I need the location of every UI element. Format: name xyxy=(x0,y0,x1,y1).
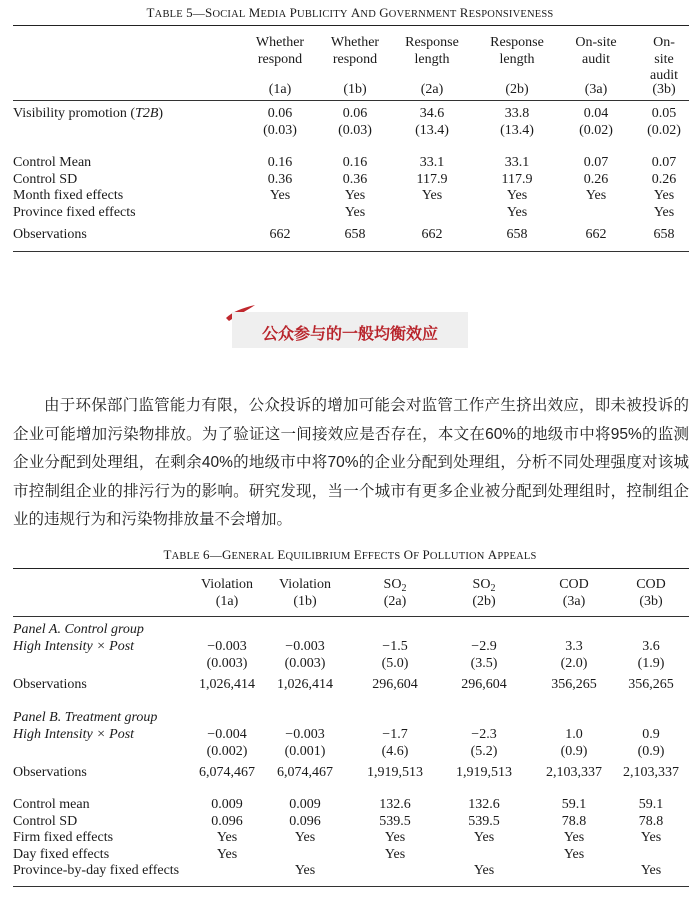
t5-header-2-number: (2a) xyxy=(420,82,444,97)
t5-stat-1-value-2: 117.9 xyxy=(416,172,448,187)
t5-header-1-line1: Whether xyxy=(330,35,380,50)
t5-stat-0-value-5: 0.07 xyxy=(651,155,677,170)
t5-stat-label-1: Control SD xyxy=(13,172,78,187)
t6-panel_b-coef-1: −0.003 xyxy=(285,727,325,742)
t6-panel_b-coef-4: 1.0 xyxy=(565,727,583,742)
t6-panel_a-obs-0: 1,026,414 xyxy=(199,677,255,692)
t6-panel_a-se-2: (5.0) xyxy=(381,656,409,671)
t5-visibility-se-0: (0.03) xyxy=(263,123,297,138)
t6-stat-0-value-3: 132.6 xyxy=(468,797,500,812)
t5-header-3-line2: length xyxy=(499,52,535,67)
table6-caption xyxy=(0,547,700,563)
t6-stat-3-value-2: Yes xyxy=(384,847,406,862)
t5-visibility-se-5: (0.02) xyxy=(647,123,681,138)
table5-header-rule xyxy=(13,100,689,101)
t5-stat-2-value-3: Yes xyxy=(506,188,528,203)
t5-observations-value-5: 658 xyxy=(653,227,675,242)
t5-header-5-line3: audit xyxy=(650,68,678,83)
t6-panel_a-obs-1: 1,026,414 xyxy=(277,677,333,692)
t6-header-3-subscript: 2 xyxy=(490,583,496,594)
t6-stat-label-2: Firm fixed effects xyxy=(13,830,114,845)
t6-stat-1-value-3: 539.5 xyxy=(468,814,500,829)
t6-header-1-name: Violation xyxy=(278,577,332,592)
table6-header-rule xyxy=(13,616,689,617)
t5-header-4-number: (3a) xyxy=(584,82,608,97)
t5-stat-0-value-2: 33.1 xyxy=(419,155,445,170)
t5-stat-2-value-2: Yes xyxy=(421,188,443,203)
t6-header-4-name: COD xyxy=(559,577,589,592)
t6-stat-2-value-4: Yes xyxy=(563,830,585,845)
t6-header-2-name: SO xyxy=(383,577,402,592)
panel-a-title: Panel A. Control group xyxy=(13,622,144,637)
t5-visibility-se-4: (0.02) xyxy=(579,123,613,138)
t5-observations-value-4: 662 xyxy=(585,227,607,242)
paragraph-line-3: 将95%的监测企业分配到处理组，在剩余40%的地级市中将70%的企业分配到处理组，分析 xyxy=(13,425,689,472)
t6-stat-label-4: Province-by-day fixed effects xyxy=(13,863,180,878)
t6-panel_a-se-5: (1.9) xyxy=(637,656,665,671)
panel-b-obs-label: Observations xyxy=(13,765,87,780)
t5-header-1-number: (1b) xyxy=(343,82,367,97)
t6-panel_a-se-0: (0.003) xyxy=(206,656,248,671)
table6-top-rule xyxy=(13,568,689,569)
t5-stat-1-value-5: 0.26 xyxy=(651,172,677,187)
t6-header-4-number: (3a) xyxy=(562,594,586,609)
t6-panel_a-coef-3: −2.9 xyxy=(471,639,497,654)
t6-stat-label-1: Control SD xyxy=(13,814,78,829)
t6-panel_b-coef-5: 0.9 xyxy=(642,727,660,742)
t6-stat-4-value-3: Yes xyxy=(473,863,495,878)
t5-header-5-line1: On- xyxy=(653,35,675,50)
t5-header-3-line1: Response xyxy=(490,35,544,50)
paragraph-line-2: 投诉的企业可能增加污染物排放。为了验证这一间接效应是否存在，本文在60%的地级市中 xyxy=(13,397,689,443)
t5-stat-3-value-5: Yes xyxy=(653,205,675,220)
t6-panel_a-se-3: (3.5) xyxy=(470,656,498,671)
t6-header-2-subscript: 2 xyxy=(401,583,407,594)
t5-stat-1-value-4: 0.26 xyxy=(583,172,609,187)
t6-stat-0-value-5: 59.1 xyxy=(638,797,664,812)
t6-stat-1-value-0: 0.096 xyxy=(211,814,243,829)
t5-stat-0-value-4: 0.07 xyxy=(583,155,609,170)
panel-a-row-label: High Intensity × Post xyxy=(13,639,135,654)
t5-observations-label: Observations xyxy=(13,227,87,242)
t6-panel_b-obs-4: 2,103,337 xyxy=(546,765,602,780)
t6-header-5-line1 xyxy=(636,577,666,593)
t5-header-2-line1: Response xyxy=(405,35,459,50)
t5-visibility-coef-1: 0.06 xyxy=(342,106,368,121)
t6-stat-2-value-0: Yes xyxy=(216,830,238,845)
t5-stat-1-value-0: 0.36 xyxy=(267,172,293,187)
t6-stat-1-value-4: 78.8 xyxy=(561,814,587,829)
table6-bottom-rule xyxy=(13,886,689,887)
panel-b-row-label: High Intensity × Post xyxy=(13,727,135,742)
table5-top-rule xyxy=(13,25,689,26)
t5-stat-3-value-1: Yes xyxy=(344,205,366,220)
t6-stat-2-value-1: Yes xyxy=(294,830,316,845)
t5-stat-2-value-1: Yes xyxy=(344,188,366,203)
t6-stat-4-value-5: Yes xyxy=(640,863,662,878)
body-paragraph xyxy=(13,392,689,535)
t5-stat-2-value-0: Yes xyxy=(269,188,291,203)
t6-stat-0-value-4: 59.1 xyxy=(561,797,587,812)
t6-panel_a-obs-5: 356,265 xyxy=(628,677,674,692)
t6-panel_b-coef-3: −2.3 xyxy=(471,727,497,742)
paragraph-line-4: 不同处理强度对该城市控制组企业的排污行为的影响。研究发现，当一个城市有更多企业被 xyxy=(13,454,689,500)
t6-stat-1-value-2: 539.5 xyxy=(379,814,411,829)
t6-stat-label-3: Day fixed effects xyxy=(13,847,110,862)
t6-panel_b-coef-2: −1.7 xyxy=(382,727,408,742)
t5-stat-0-value-3: 33.1 xyxy=(504,155,530,170)
panel-a-obs-label: Observations xyxy=(13,677,87,692)
t5-header-4-line2: audit xyxy=(582,52,610,67)
t6-stat-1-value-1: 0.096 xyxy=(289,814,321,829)
t5-header-5-number: (3b) xyxy=(652,82,676,97)
t5-header-0-line2: respond xyxy=(257,52,303,67)
t6-panel_a-coef-4: 3.3 xyxy=(565,639,583,654)
t6-stat-2-value-2: Yes xyxy=(384,830,406,845)
t6-panel_a-coef-5: 3.6 xyxy=(642,639,660,654)
t5-stat-1-value-1: 0.36 xyxy=(342,172,368,187)
t6-stat-0-value-2: 132.6 xyxy=(379,797,411,812)
t5-header-0-line1: Whether xyxy=(255,35,305,50)
t5-stat-2-value-4: Yes xyxy=(585,188,607,203)
t5-visibility-se-2: (13.4) xyxy=(415,123,449,138)
t6-panel_a-obs-4: 356,265 xyxy=(551,677,597,692)
t6-panel_b-se-1: (0.001) xyxy=(284,744,326,759)
t5-stat-label-2: Month fixed effects xyxy=(13,188,124,203)
t6-panel_b-obs-5: 2,103,337 xyxy=(623,765,679,780)
t6-panel_b-coef-0: −0.004 xyxy=(207,727,247,742)
t6-header-3-number: (2b) xyxy=(472,594,496,609)
t6-header-5-name: COD xyxy=(636,577,666,592)
t6-stat-1-value-5: 78.8 xyxy=(638,814,664,829)
t5-header-4-line1: On-site xyxy=(575,35,617,50)
t5-visibility-coef-4: 0.04 xyxy=(583,106,609,121)
t6-panel_a-coef-0: −0.003 xyxy=(207,639,247,654)
t5-stat-3-value-3: Yes xyxy=(506,205,528,220)
t6-panel_b-se-5: (0.9) xyxy=(637,744,665,759)
t5-visibility-se-3: (13.4) xyxy=(500,123,534,138)
t5-visibility-coef-3: 33.8 xyxy=(504,106,530,121)
table6-caption-text: TABLE 6—GENERAL EQUILIBRIUM EFFECTS OF POLLUTION APPEALS xyxy=(163,547,537,562)
t5-stat-0-value-1: 0.16 xyxy=(342,155,368,170)
t5-observations-value-1: 658 xyxy=(344,227,366,242)
t6-header-0-line1 xyxy=(201,577,253,593)
t6-stat-label-0: Control mean xyxy=(13,797,90,812)
t5-visibility-se-1: (0.03) xyxy=(338,123,372,138)
t5-observations-value-0: 662 xyxy=(269,227,291,242)
t6-panel_a-coef-2: −1.5 xyxy=(382,639,408,654)
t5-stat-label-0: Control Mean xyxy=(13,155,92,170)
t6-panel_b-se-3: (5.2) xyxy=(470,744,498,759)
t6-stat-3-value-0: Yes xyxy=(216,847,238,862)
t6-stat-2-value-3: Yes xyxy=(473,830,495,845)
section-banner xyxy=(232,312,468,348)
t6-stat-0-value-1: 0.009 xyxy=(289,797,321,812)
t5-header-3-number: (2b) xyxy=(505,82,529,97)
table5-caption xyxy=(0,5,700,21)
t5-observations-value-2: 662 xyxy=(421,227,443,242)
t5-header-5-line2: site xyxy=(654,52,674,67)
t6-stat-3-value-4: Yes xyxy=(563,847,585,862)
t6-panel_b-obs-2: 1,919,513 xyxy=(367,765,423,780)
t6-panel_b-obs-1: 6,074,467 xyxy=(277,765,333,780)
t5-header-0-number: (1a) xyxy=(268,82,292,97)
t5-observations-value-3: 658 xyxy=(506,227,528,242)
t6-header-0-number: (1a) xyxy=(215,594,239,609)
t6-panel_a-coef-1: −0.003 xyxy=(285,639,325,654)
visibility-label-text: Visibility promotion xyxy=(13,106,127,121)
t6-header-5-number: (3b) xyxy=(639,594,663,609)
t6-panel_a-se-4: (2.0) xyxy=(560,656,588,671)
t6-panel_a-se-1: (0.003) xyxy=(284,656,326,671)
table5-visibility-label: Visibility promotion (T2B) xyxy=(13,106,164,121)
t6-header-1-line1 xyxy=(279,577,331,593)
t6-panel_a-obs-3: 296,604 xyxy=(461,677,507,692)
t6-header-1-number: (1b) xyxy=(293,594,317,609)
t6-panel_a-obs-2: 296,604 xyxy=(372,677,418,692)
t6-panel_b-se-4: (0.9) xyxy=(560,744,588,759)
t5-stat-2-value-5: Yes xyxy=(653,188,675,203)
t6-header-3-name: SO xyxy=(472,577,491,592)
table5-bottom-rule xyxy=(13,251,689,252)
t6-header-2-number: (2a) xyxy=(383,594,407,609)
t6-header-0-name: Violation xyxy=(200,577,254,592)
t5-stat-label-3: Province fixed effects xyxy=(13,205,136,220)
t6-panel_b-obs-3: 1,919,513 xyxy=(456,765,512,780)
t6-header-4-line1 xyxy=(559,577,589,593)
paragraph-line-5: 分配到处理组时，控制组企业的违规行为和污染物排放量不会增加。 xyxy=(13,482,689,529)
t6-panel_b-se-0: (0.002) xyxy=(206,744,248,759)
t6-stat-0-value-0: 0.009 xyxy=(211,797,243,812)
visibility-label-var: T2B xyxy=(135,106,159,121)
t5-visibility-coef-5: 0.05 xyxy=(651,106,677,121)
t6-panel_b-se-2: (4.6) xyxy=(381,744,409,759)
t6-stat-2-value-5: Yes xyxy=(640,830,662,845)
paragraph-line-1: 由于环保部门监管能力有限，公众投诉的增加可能会对监管工作产生挤出效应，即未被 xyxy=(44,397,642,414)
t5-visibility-coef-2: 34.6 xyxy=(419,106,445,121)
t5-stat-1-value-3: 117.9 xyxy=(501,172,533,187)
panel-b-title: Panel B. Treatment group xyxy=(13,710,158,725)
t5-header-2-line2: length xyxy=(414,52,450,67)
t6-panel_b-obs-0: 6,074,467 xyxy=(199,765,255,780)
t5-stat-0-value-0: 0.16 xyxy=(267,155,293,170)
table5-caption-text: TABLE 5—SOCIAL MEDIA PUBLICITY AND GOVERNMENT RESPONSIVENESS xyxy=(146,5,554,20)
t6-stat-4-value-1: Yes xyxy=(294,863,316,878)
t5-visibility-coef-0: 0.06 xyxy=(267,106,293,121)
t5-header-1-line2: respond xyxy=(332,52,378,67)
section-banner-title: 公众参与的一般均衡效应 xyxy=(261,326,438,343)
